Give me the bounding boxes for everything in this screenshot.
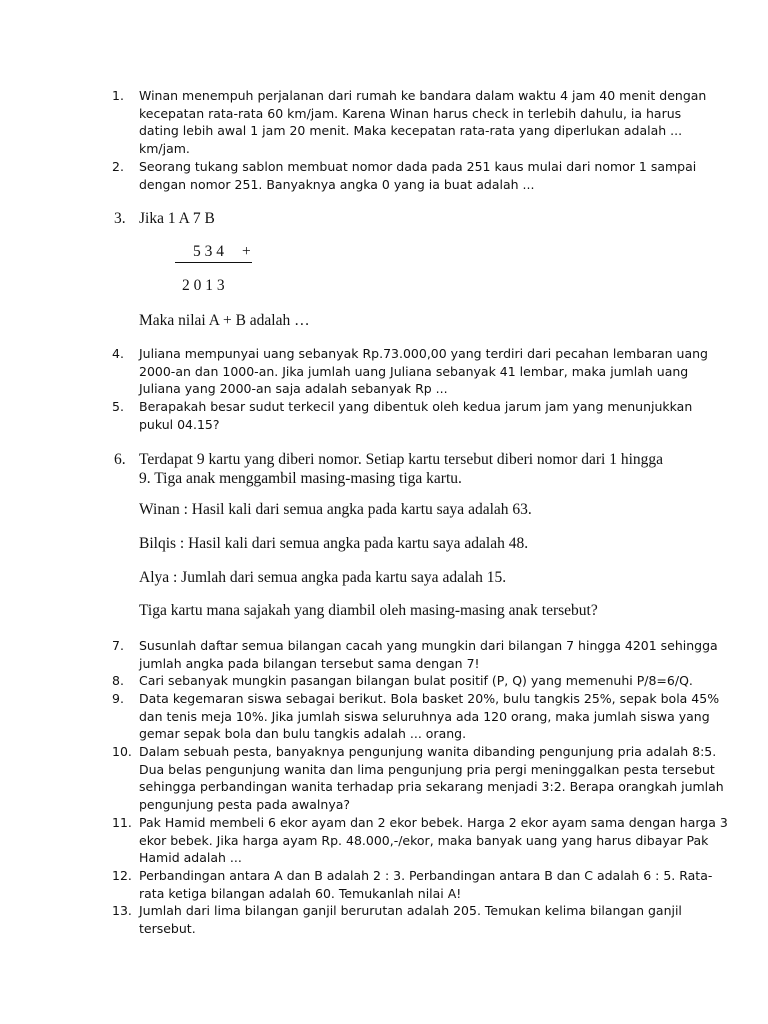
question-text-line: km/jam. bbox=[139, 141, 190, 157]
question-intro: Jika 1 A 7 B bbox=[139, 210, 215, 227]
question-number: 4. bbox=[112, 346, 124, 361]
question-number: 11. bbox=[112, 815, 132, 830]
question-text-line: Perbandingan antara A dan B adalah 2 : 3. Perbandingan antara B dan C adalah 6 : 5. Rata- bbox=[139, 868, 713, 883]
question-6 bbox=[114, 450, 664, 488]
question-number: 6. bbox=[114, 451, 126, 468]
addition-addend-row bbox=[175, 243, 252, 263]
question-13 bbox=[112, 902, 682, 937]
question-text-line: sehingga perbandingan wanita terhadap pria sekarang menjadi 3:2. Berapa orangkah jumlah bbox=[139, 779, 724, 795]
question-text-line: Juliana mempunyai uang sebanyak Rp.73.000,00 yang terdiri dari pecahan lembaran uang bbox=[139, 346, 708, 361]
winan-statement: Winan : Hasil kali dari semua angka pada kartu saya adalah 63. bbox=[139, 501, 532, 518]
question-4 bbox=[112, 345, 708, 398]
question-5 bbox=[112, 398, 693, 433]
question-text-line: Seorang tukang sablon membuat nomor dada pada 251 kaus mulai dari nomor 1 sampai bbox=[139, 159, 697, 174]
question-8 bbox=[112, 672, 693, 690]
question-text-line: ekor bebek. Jika harga ayam Rp. 48.000,-/ekor, maka banyak uang yang harus dibayar Pak bbox=[139, 832, 709, 848]
question-number: 12. bbox=[112, 868, 132, 883]
question-number: 8. bbox=[112, 673, 124, 688]
question-3 bbox=[114, 210, 664, 228]
question-text-line: 9. Tiga anak menggambil masing-masing tiga kartu. bbox=[139, 470, 462, 487]
addition-sum: 2 0 1 3 bbox=[182, 277, 225, 294]
question-text-line: Data kegemaran siswa sebagai berikut. Bola basket 20%, bulu tangkis 25%, sepak bola 45% bbox=[139, 691, 720, 706]
question-text-line: Susunlah daftar semua bilangan cacah yang mungkin dari bilangan 7 hingga 4201 sehingga bbox=[139, 638, 718, 653]
plus-sign: + bbox=[242, 243, 251, 260]
question-9 bbox=[112, 690, 720, 743]
question-text-line: Dalam sebuah pesta, banyaknya pengunjung wanita dibanding pengunjung pria adalah 8:5. bbox=[139, 744, 717, 759]
question-2 bbox=[112, 158, 697, 193]
question-text-line: Cari sebanyak mungkin pasangan bilangan bulat positif (P, Q) yang memenuhi P/8=6/Q. bbox=[139, 673, 693, 688]
question-text-line: gemar sepak bola dan bulu tangkis adalah ... orang. bbox=[139, 726, 467, 742]
question-number: 2. bbox=[112, 159, 124, 174]
question-text-line: Pak Hamid membeli 6 ekor ayam dan 2 ekor bebek. Harga 2 ekor ayam sama dengan harga 3 bbox=[139, 815, 728, 830]
question-10 bbox=[112, 743, 724, 814]
question-6-prompt: Tiga kartu mana sajakah yang diambil oleh masing-masing anak tersebut? bbox=[139, 602, 598, 619]
question-text-line: pengunjung pesta pada awalnya? bbox=[139, 797, 351, 813]
addend: 5 3 4 bbox=[193, 243, 224, 260]
question-text-line: Jumlah dari lima bilangan ganjil berurutan adalah 205. Temukan kelima bilangan ganjil bbox=[139, 903, 682, 918]
question-text-line: Juliana yang 2000-an saja adalah sebanyak Rp ... bbox=[139, 381, 448, 397]
question-11 bbox=[112, 814, 728, 867]
question-text-line: kecepatan rata-rata 60 km/jam. Karena Winan harus check in terlebih dahulu, ia harus bbox=[139, 105, 682, 121]
question-number: 5. bbox=[112, 399, 124, 414]
question-text-line: Dua belas pengunjung wanita dan lima pengunjung pria pergi meninggalkan pesta tersebut bbox=[139, 761, 715, 777]
question-text-line: 2000-an dan 1000-an. Jika jumlah uang Juliana sebanyak 41 lembar, maka jumlah uang bbox=[139, 363, 689, 379]
question-number: 9. bbox=[112, 691, 124, 706]
question-number: 10. bbox=[112, 744, 132, 759]
question-1 bbox=[112, 87, 707, 158]
question-text-line: tersebut. bbox=[139, 920, 196, 936]
alya-statement: Alya : Jumlah dari semua angka pada kartu saya adalah 15. bbox=[139, 569, 507, 586]
question-text-line: dengan nomor 251. Banyaknya angka 0 yang ia buat adalah ... bbox=[139, 176, 535, 192]
question-text-line: rata ketiga bilangan adalah 60. Temukanlah nilai A! bbox=[139, 885, 462, 901]
question-3-prompt: Maka nilai A + B adalah … bbox=[139, 312, 310, 329]
question-text-line: Berapakah besar sudut terkecil yang dibentuk oleh kedua jarum jam yang menunjukkan bbox=[139, 399, 693, 414]
bilqis-statement: Bilqis : Hasil kali dari semua angka pada kartu saya adalah 48. bbox=[139, 535, 529, 552]
question-12 bbox=[112, 867, 713, 902]
question-number: 7. bbox=[112, 638, 124, 653]
question-text-line: Terdapat 9 kartu yang diberi nomor. Setiap kartu tersebut diberi nomor dari 1 hingga bbox=[139, 451, 664, 468]
question-number: 3. bbox=[114, 210, 126, 227]
question-text-line: pukul 04.15? bbox=[139, 416, 220, 432]
question-text-line: jumlah angka pada bilangan tersebut sama dengan 7! bbox=[139, 655, 480, 671]
question-text-line: dating lebih awal 1 jam 20 menit. Maka kecepatan rata-rata yang diperlukan adalah ... bbox=[139, 123, 683, 139]
question-text-line: dan tenis meja 10%. Jika jumlah siswa seluruhnya ada 120 orang, maka jumlah siswa yang bbox=[139, 708, 710, 724]
question-text-line: Winan menempuh perjalanan dari rumah ke bandara dalam waktu 4 jam 40 menit dengan bbox=[139, 88, 707, 103]
question-number: 13. bbox=[112, 903, 132, 918]
question-7 bbox=[112, 637, 718, 672]
question-text-line: Hamid adalah ... bbox=[139, 850, 242, 866]
question-number: 1. bbox=[112, 88, 124, 103]
